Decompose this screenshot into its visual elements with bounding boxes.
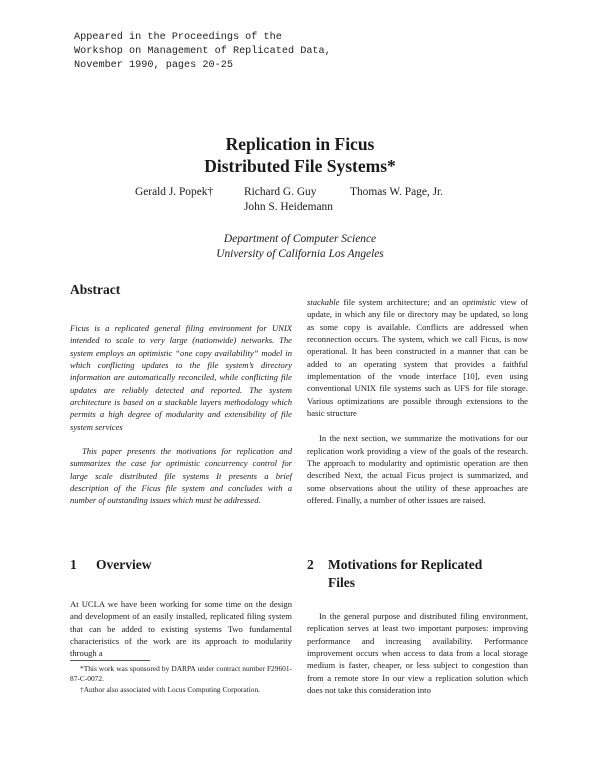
intro-continued xyxy=(307,296,528,507)
motivations-paragraph: In the general purpose and distributed filing environment, replication serves at least two important purposes: improving performance and increasing availability. Performance improvement occurs when access to data from a local storage medium is faster, cheaper, or less subject to congestion than from a remote store In our view a replication solution which does not take this consideration into xyxy=(307,611,528,696)
author-page: Thomas W. Page, Jr. xyxy=(350,186,444,198)
intro-paragraph-1 xyxy=(307,296,528,419)
abstract-body xyxy=(70,322,292,507)
overview-paragraph: At UCLA we have been working for some time on the design and development of an easily installed, replicated filing system that can be added to existing systems Two fundamental characteristics of the work are its approach to modularity through a xyxy=(70,599,292,659)
author-guy: Richard G. Guy xyxy=(244,186,317,198)
paper-title xyxy=(0,133,600,177)
intro-paragraph-2: In the next section, we summarize the motivations for our replication work providing a view of the goals of the research. The approach to modularity and optimistic operation are then described Next, the actual Ficus project is summarized, and some observations about the utility of these approaches are offered. Finally, a number of other issues are raised. xyxy=(307,433,528,506)
section-2-heading xyxy=(307,556,529,596)
section-2-title-line-2: Files xyxy=(328,575,355,590)
affiliation xyxy=(0,232,600,262)
section-1-title: Overview xyxy=(96,557,152,572)
optimistic-term: optimistic xyxy=(462,297,497,307)
footnote-divider xyxy=(70,660,150,661)
abstract-paragraph-1: Ficus is a replicated general filing environment for UNIX intended to scale to very large (nationwide) networks. The system employs an optimistic “one copy availability” model in which conflicting updates to the file system’s directory information are automatically reconciled, while conflicting file updates are reliably detected and reported. The system architecture is based on a stackable layers methodology which permits a high degree of modularity and extensibility of file system services xyxy=(70,323,292,432)
footnote-funding: *This work was sponsored by DARPA under contract number F29601-87-C-0072. xyxy=(70,664,292,684)
publication-note: Appeared in the Proceedings of the Workshop on Management of Replicated Data, November 1990, pages 20-25 xyxy=(74,32,331,71)
stackable-term: stackable xyxy=(307,297,340,307)
section-2-title-line-1: Motivations for Replicated xyxy=(328,557,483,572)
section-2-body xyxy=(307,610,528,696)
author-popek: Gerald J. Popek† xyxy=(135,186,214,198)
title-line-2: Distributed File Systems* xyxy=(204,156,396,176)
intro-p1-text-b: view of update, in which any file or directory may be updated, so long as some copy is available. Conflicts are addressed when reconnection occurs. The system, which we call Ficus, is now operational. It has been constructed in a manner that can be added to an operating system that provides a faithful implementation of the vnode interface [10], even using conventional UNIX file systems such as UFS for file storage. Various optimizations are possible through extensions to the basic structure xyxy=(307,297,528,419)
author-heidemann: John S. Heidemann xyxy=(244,201,333,213)
footnote-author: †Author also associated with Locus Computing Corporation. xyxy=(80,684,261,694)
footnotes xyxy=(70,664,292,695)
abstract-paragraph-2: This paper presents the motivations for replication and summarizes the case for optimistic concurrency control for large scale distributed file systems It presents a brief description of the Ficus file system and concludes with a number of outstanding issues which must be addressed. xyxy=(70,446,292,506)
section-2-number: 2 xyxy=(307,557,314,572)
section-1-number: 1 xyxy=(70,557,77,572)
abstract-heading: Abstract xyxy=(70,282,121,297)
intro-p1-text-a: file system architecture; and an xyxy=(339,297,463,307)
section-1-body xyxy=(70,598,292,660)
affiliation-dept: Department of Computer Science xyxy=(223,233,377,245)
affiliation-univ: University of California Los Angeles xyxy=(216,248,384,260)
title-line-1: Replication in Ficus xyxy=(225,134,375,154)
